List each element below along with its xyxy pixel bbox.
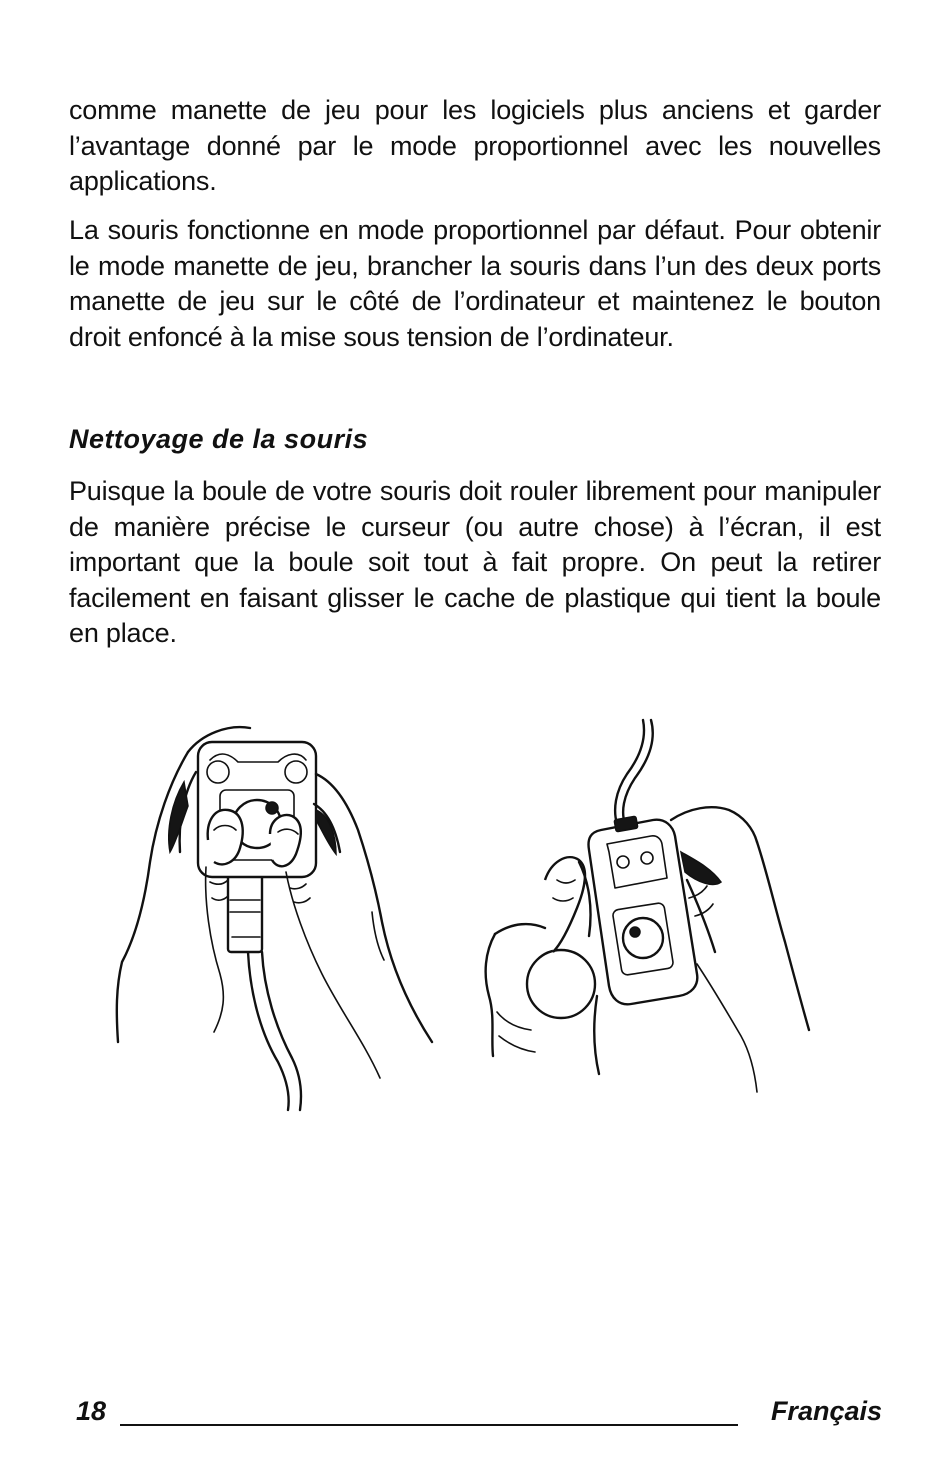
footer-language: Français [770,1396,882,1426]
page-number: 18 [76,1396,107,1426]
paragraph-continuation: comme manette de jeu pour les logiciels plus anciens et garder l’avantage donné par le mode proportionnel avec les nouvelles applications. [69,95,881,196]
section-heading: Nettoyage de la souris [69,424,369,454]
hands-sliding-ball-cover-icon [110,712,450,1112]
hands-removing-ball-icon [475,712,815,1112]
paragraph-cleaning: Puisque la boule de votre souris doit rouler librement pour manipuler de manière précise le curseur (ou autre chose) à l’écran, il est important que la boule soit tout à fait propre. On peut la retirer facilement en faisant glisser le cache de plastique qui tient la boule en place. [69,476,881,648]
paragraph-proportional-mode: La souris fonctionne en mode proportionnel par défaut. Pour obtenir le mode manette de jeu, brancher la souris dans l’un des deux ports manette de jeu sur le côté de l’ordinateur et maintenez le bouton droit enfoncé à la mise sous tension de l’ordinateur. [69,215,881,352]
footer-rule [120,1424,738,1426]
